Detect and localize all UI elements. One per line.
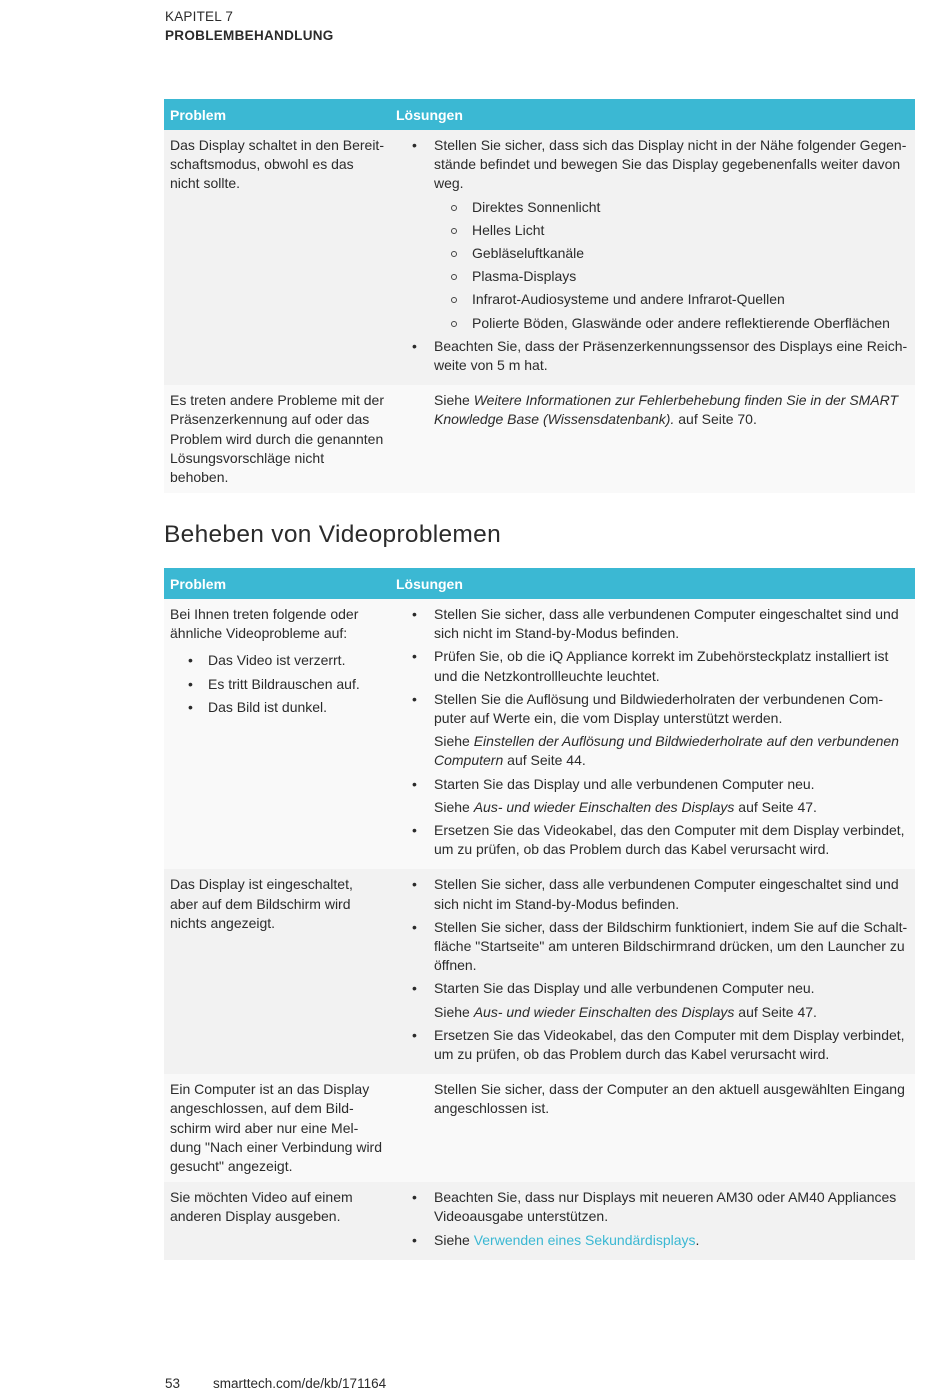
problem-cell: Das Display schaltet in den Bereitschaftsmodus, obwohl es das nicht sollte. [164,130,390,385]
column-header-problem: Problem [164,568,390,599]
table-row [164,599,915,869]
problem-cell: Das Display ist eingeschaltet, aber auf dem Bildschirm wird nichts angezeigt. [164,869,390,1074]
page-header [165,8,334,46]
page-footer [165,1376,386,1391]
list-item: • Beachten Sie, dass der Präsenzerkennungssensor des Displays eine Reichweite von 5 m hat. [396,337,909,375]
list-item: Helles Licht [434,221,909,240]
solution-cell [390,1074,915,1182]
cross-reference: Einstellen der Auflösung und Bildwiederholrate auf den verbundenen Computern [434,733,899,769]
problem-list [170,651,384,717]
table-row [164,1074,915,1182]
cross-reference-note: Siehe Aus- und wieder Einschalten des Displays auf Seite 47. [434,798,817,815]
cross-reference: Weitere Informationen zur Fehlerbehebung finden Sie in der SMART Knowledge Base (Wissensdatenbank). [434,392,899,428]
list-item [396,775,909,817]
list-item: Direktes Sonnenlicht [434,198,909,217]
problem-text: Bei Ihnen treten folgende oder ähnliche Videoprobleme auf: [170,606,359,642]
list-item [396,136,909,333]
list-item: Plasma-Displays [434,267,909,286]
problem-cell: Ein Computer ist an das Display angeschlossen, auf dem Bildschirm wird aber nur eine Meldung "Nach einer Verbindung wird gesucht" angezeigt. [164,1074,390,1182]
cross-reference: Aus- und wieder Einschalten des Displays [473,1003,735,1020]
chapter-label: KAPITEL 7 [165,9,234,24]
table-row [164,130,915,385]
section-title: Beheben von Videoproblemen [164,521,501,548]
footer-url: smarttech.com/de/kb/171164 [213,1376,387,1391]
solution-text: Siehe Weitere Informationen zur Fehlerbehebung finden Sie in der SMART Knowledge Base (Wissensdatenbank). auf Seite 70. [434,392,899,428]
list-item: • Das Video ist verzerrt. [170,651,384,670]
list-item: • Siehe Verwenden eines Sekundärdisplays. [396,1231,909,1250]
cross-reference-note: Siehe Aus- und wieder Einschalten des Displays auf Seite 47. [434,1003,817,1020]
solution-cell [390,130,915,385]
presence-troubleshooting-table [164,99,915,493]
list-item: • Es tritt Bildrauschen auf. [170,675,384,694]
solution-text: Stellen Sie sicher, dass sich das Display nicht in der Nähe folgender Gegenstände befindet und bewegen Sie das Display gegebenenfalls weiter davon weg. [434,137,907,192]
list-item: • Das Bild ist dunkel. [170,698,384,717]
column-header-solutions: Lösungen [390,568,915,599]
cross-reference: Aus- und wieder Einschalten des Displays [473,798,735,815]
list-item: Infrarot-Audiosysteme und andere Infrarot-Quellen [434,290,909,309]
list-item: • Prüfen Sie, ob die iQ Appliance korrekt im Zubehörsteckplatz installiert ist und die Netzkontrollleuchte leuchtet. [396,647,909,685]
column-header-problem: Problem [164,99,390,130]
list-item: Gebläseluftkanäle [434,244,909,263]
list-item [396,979,909,1021]
page-number: 53 [165,1376,181,1391]
problem-cell: Sie möchten Video auf einem anderen Display ausgeben. [164,1182,390,1260]
chapter-title: PROBLEMBEHANDLUNG [165,28,334,43]
problem-cell [164,599,390,869]
solution-text: • Starten Sie das Display und alle verbundenen Computer neu. [434,980,815,997]
list-item: • Stellen Sie sicher, dass alle verbundenen Computer eingeschaltet sind und sich nicht im Stand-by-Modus befinden. [396,875,909,913]
list-item: • Beachten Sie, dass nur Displays mit neueren AM30 oder AM40 Appliances Videoausgabe unterstützen. [396,1188,909,1226]
sub-list [434,198,909,333]
solution-cell [390,599,915,869]
solution-text: • Starten Sie das Display und alle verbundenen Computer neu. [434,775,815,792]
list-item: • Ersetzen Sie das Videokabel, das den Computer mit dem Display verbindet, um zu prüfen, ob das Problem durch das Kabel verursacht wird. [396,1026,909,1064]
cross-reference-note: Siehe Einstellen der Auflösung und Bildwiederholrate auf den verbundenen Computern auf Seite 44. [434,733,899,769]
solution-cell [390,869,915,1074]
solution-text: Stellen Sie sicher, dass der Computer an den aktuell ausgewählten Eingang angeschlossen ist. [434,1081,905,1117]
column-header-solutions: Lösungen [390,99,915,130]
problem-cell: Es treten andere Probleme mit der Präsenzerkennung auf oder das Problem wird durch die genannten Lösungsvorschläge nicht behoben. [164,385,390,493]
list-item: • Stellen Sie sicher, dass der Bildschirm funktioniert, indem Sie auf die Schaltfläche "Startseite" am unteren Bildschirmrand drücken, um den Launcher zu öffnen. [396,918,909,976]
video-troubleshooting-table [164,568,915,1260]
solution-cell [390,1182,915,1260]
list-item: • Ersetzen Sie das Videokabel, das den Computer mit dem Display verbindet, um zu prüfen, ob das Problem durch das Kabel verursacht wird. [396,821,909,859]
secondary-display-link[interactable]: Verwenden eines Sekundärdisplays [473,1231,696,1248]
solution-text: • Stellen Sie die Auflösung und Bildwiederholraten der verbundenen Computer auf Werte ein, die vom Display unterstützt werden. [434,690,884,727]
table-row [164,385,915,493]
table-row [164,1182,915,1260]
list-item: • Stellen Sie sicher, dass alle verbundenen Computer eingeschaltet sind und sich nicht im Stand-by-Modus befinden. [396,605,909,643]
table-row [164,869,915,1074]
solution-cell [390,385,915,493]
list-item: Polierte Böden, Glaswände oder andere reflektierende Oberflächen [434,314,909,333]
list-item [396,690,909,771]
